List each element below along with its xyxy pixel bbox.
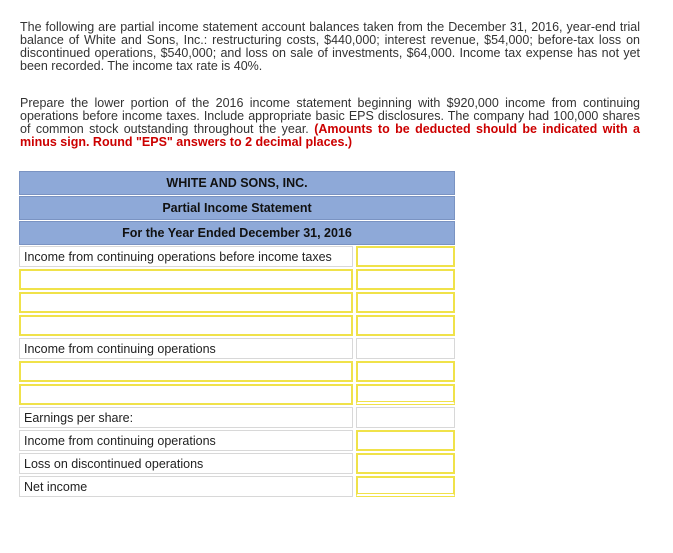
row-label-select[interactable] xyxy=(19,361,353,382)
statement-title-header: Partial Income Statement xyxy=(19,196,455,220)
table-row xyxy=(19,269,455,291)
instructions-text: Prepare the lower portion of the 2016 income statement beginning with $920,000 income from continuing operations before income taxes. Include appropriate basic EPS disclosures. The company had 100,000 shares of common stock outstanding throughout the year. xyxy=(20,96,640,136)
table-row xyxy=(19,292,455,314)
label-input[interactable] xyxy=(25,365,351,382)
amount-cell[interactable] xyxy=(356,361,455,382)
amount-input[interactable] xyxy=(358,272,453,289)
income-statement-table xyxy=(19,171,455,506)
row-label-eps-heading: Earnings per share: xyxy=(19,407,353,428)
row-label-select[interactable] xyxy=(19,384,353,405)
table-row xyxy=(19,430,455,452)
label-input[interactable] xyxy=(25,273,351,290)
row-label-select[interactable] xyxy=(19,269,353,290)
amount-income-continuing xyxy=(356,338,455,359)
amount-cell[interactable] xyxy=(356,315,455,336)
amount-cell[interactable] xyxy=(356,292,455,313)
amount-input[interactable] xyxy=(358,456,453,473)
amount-input[interactable] xyxy=(358,364,453,381)
period-header: For the Year Ended December 31, 2016 xyxy=(19,221,455,245)
amount-eps-net-income[interactable] xyxy=(356,476,455,497)
row-label-select[interactable] xyxy=(19,292,353,313)
row-label-income-before-taxes: Income from continuing operations before income taxes xyxy=(19,246,353,267)
amount-eps-heading xyxy=(356,407,455,428)
row-label-eps-net-income: Net income xyxy=(19,476,353,497)
amount-cell[interactable] xyxy=(356,269,455,290)
amount-eps-continuing[interactable] xyxy=(356,430,455,451)
table-row xyxy=(19,315,455,337)
row-label-select[interactable] xyxy=(19,315,353,336)
table-row xyxy=(19,246,455,268)
amount-input[interactable] xyxy=(358,318,453,335)
row-label-income-continuing: Income from continuing operations xyxy=(19,338,353,359)
table-row xyxy=(19,384,455,406)
table-row xyxy=(19,361,455,383)
amount-input[interactable] xyxy=(358,249,453,266)
table-row xyxy=(19,476,455,498)
label-input[interactable] xyxy=(25,388,351,405)
problem-paragraph-1: The following are partial income statement account balances taken from the December 31, 2016, year-end trial balance of White and Sons, Inc.: restructuring costs, $440,000; interest revenue, $54,000; before-tax loss on discontinued operations, $540,000; and loss on sale of investments, $64,000. Income tax expense has not yet been recorded. The income tax rate is 40%. xyxy=(20,20,640,73)
label-input[interactable] xyxy=(25,319,351,336)
amount-input[interactable] xyxy=(358,480,453,495)
amount-eps-discontinued[interactable] xyxy=(356,453,455,474)
company-name-header: WHITE AND SONS, INC. xyxy=(19,171,455,195)
table-row xyxy=(19,338,455,360)
amount-input[interactable] xyxy=(358,433,453,450)
amount-input[interactable] xyxy=(358,388,453,403)
amount-input[interactable] xyxy=(358,295,453,312)
table-row xyxy=(19,407,455,429)
instructions-emphasis: (Amounts to be deducted should be indicated with a minus sign. Round "EPS" answers to 2 decimal places.) xyxy=(20,122,640,149)
amount-cell[interactable] xyxy=(356,384,455,405)
row-label-eps-discontinued: Loss on discontinued operations xyxy=(19,453,353,474)
label-input[interactable] xyxy=(25,296,351,313)
amount-income-before-taxes[interactable] xyxy=(356,246,455,267)
problem-paragraph-2 xyxy=(20,97,640,149)
table-row xyxy=(19,453,455,475)
row-label-eps-continuing: Income from continuing operations xyxy=(19,430,353,451)
